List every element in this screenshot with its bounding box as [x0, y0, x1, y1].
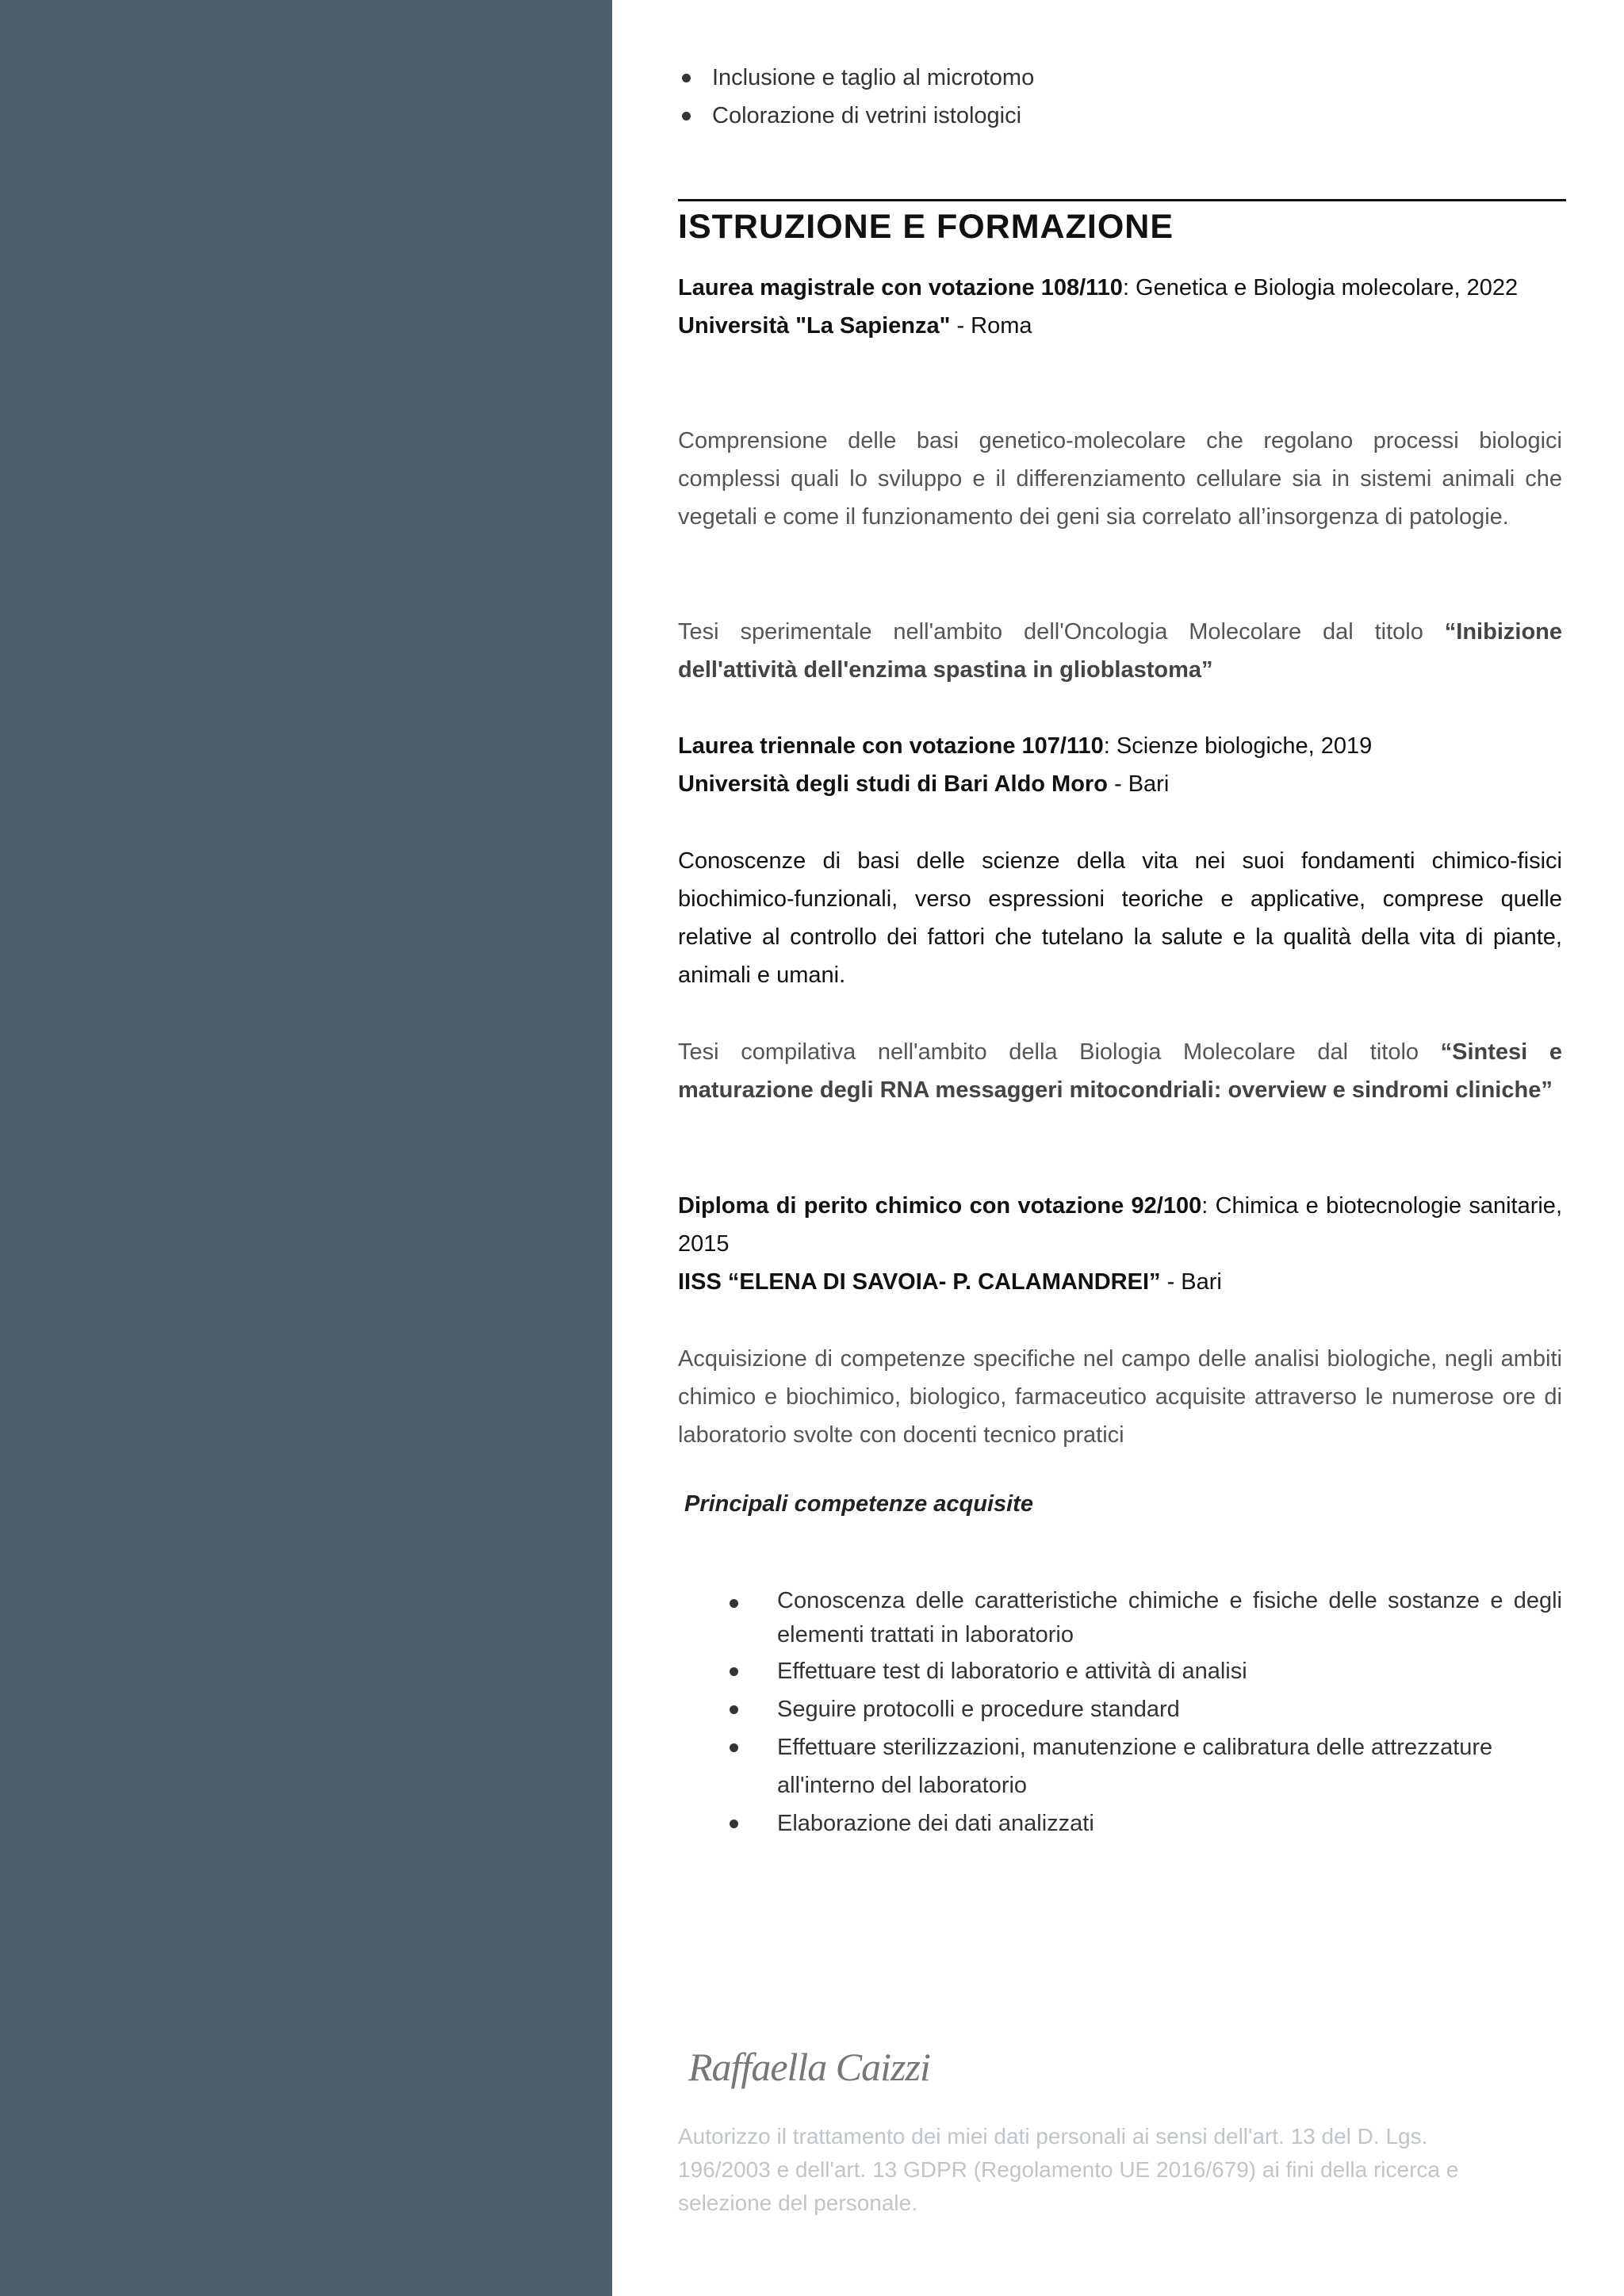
list-item: Conoscenza delle caratteristiche chimiche e fisiche delle sostanze e degli elementi trattati in laboratorio: [777, 1584, 1562, 1652]
degree-title: Laurea magistrale con votazione 108/110: [678, 275, 1123, 300]
degree-detail: : Scienze biologiche, 2019: [1103, 733, 1373, 759]
university-name: Università degli studi di Bari Aldo Moro: [678, 771, 1108, 797]
thesis-prefix: Tesi sperimentale nell'ambito dell'Oncologia Molecolare dal titolo: [678, 619, 1445, 645]
thesis-title: “Sintesi e maturazione degli RNA messaggeri mitocondriali: overview e sindromi cliniche”: [678, 1039, 1563, 1103]
university-name: Università "La Sapienza": [678, 313, 951, 339]
list-item: Inclusione e taglio al microtomo: [712, 59, 1553, 97]
triennale-description: [678, 842, 1562, 994]
list-item: Effettuare sterilizzazioni, manutenzione e calibratura delle attrezzature all'interno del laboratorio: [777, 1728, 1562, 1804]
list-item: Seguire protocolli e procedure standard: [777, 1690, 1562, 1728]
list-item: Elaborazione dei dati analizzati: [777, 1804, 1562, 1843]
magistrale-entry: [678, 269, 1562, 345]
degree-detail: : Genetica e Biologia molecolare, 2022: [1122, 275, 1519, 300]
signature: Raffaella Caizzi: [688, 2045, 930, 2089]
diploma-description: [678, 1340, 1562, 1454]
triennale-thesis: [678, 1033, 1562, 1109]
top-bullet-list: [712, 59, 1553, 135]
thesis-title: “Inibizione dell'attività dell'enzima spastina in glioblastoma”: [678, 619, 1562, 683]
list-item: Colorazione di vetrini istologici: [712, 97, 1553, 135]
description-text: Comprensione delle basi genetico-molecolare che regolano processi biologici complessi quali lo sviluppo e il differenziamento cellulare sia in sistemi animali che vegetali e come il funzionamento dei geni sia correlato all’insorgenza di patologie.: [678, 428, 1562, 530]
magistrale-thesis: [678, 613, 1562, 689]
university-city: - Roma: [950, 313, 1032, 339]
degree-title: Diploma di perito chimico con votazione 92/100: [678, 1193, 1202, 1219]
competences-heading: Principali competenze acquisite: [684, 1491, 1033, 1517]
triennale-entry: [678, 727, 1562, 803]
description-text: Acquisizione di competenze specifiche nel campo delle analisi biologiche, negli ambiti chimico e biochimico, biologico, farmaceutico acquisite attraverso le numerose ore di laboratorio svolte con docenti tecnico pratici: [678, 1346, 1562, 1448]
school-city: - Bari: [1160, 1269, 1222, 1295]
privacy-consent: Autorizzo il trattamento dei miei dati personali ai sensi dell'art. 13 del D. Lgs. 196/2003 e dell'art. 13 GDPR (Regolamento UE 2016/679) ai fini della ricerca e selezione del personale.: [678, 2124, 1459, 2215]
magistrale-description: [678, 422, 1562, 536]
degree-detail: : Chimica e biotecnologie sanitarie, 2015: [678, 1193, 1562, 1257]
school-name: IISS “ELENA DI SAVOIA- P. CALAMANDREI”: [678, 1269, 1161, 1295]
sidebar-panel: [0, 0, 612, 2296]
diploma-entry: [678, 1187, 1562, 1301]
list-item: Effettuare test di laboratorio e attività di analisi: [777, 1652, 1562, 1690]
competences-list: [777, 1584, 1562, 1843]
degree-title: Laurea triennale con votazione 107/110: [678, 733, 1104, 759]
section-title: ISTRUZIONE E FORMAZIONE: [678, 208, 1174, 246]
description-text: Conoscenze di basi delle scienze della vita nei suoi fondamenti chimico-fisici biochimico-funzionali, verso espressioni teoriche e applicative, comprese quelle relative al controllo dei fattori che tutelano la salute e la qualità della vita di piante, animali e umani.: [678, 848, 1562, 988]
thesis-prefix: Tesi compilativa nell'ambito della Biologia Molecolare dal titolo: [678, 1039, 1441, 1065]
section-divider: [678, 199, 1566, 201]
university-city: - Bari: [1107, 771, 1170, 797]
